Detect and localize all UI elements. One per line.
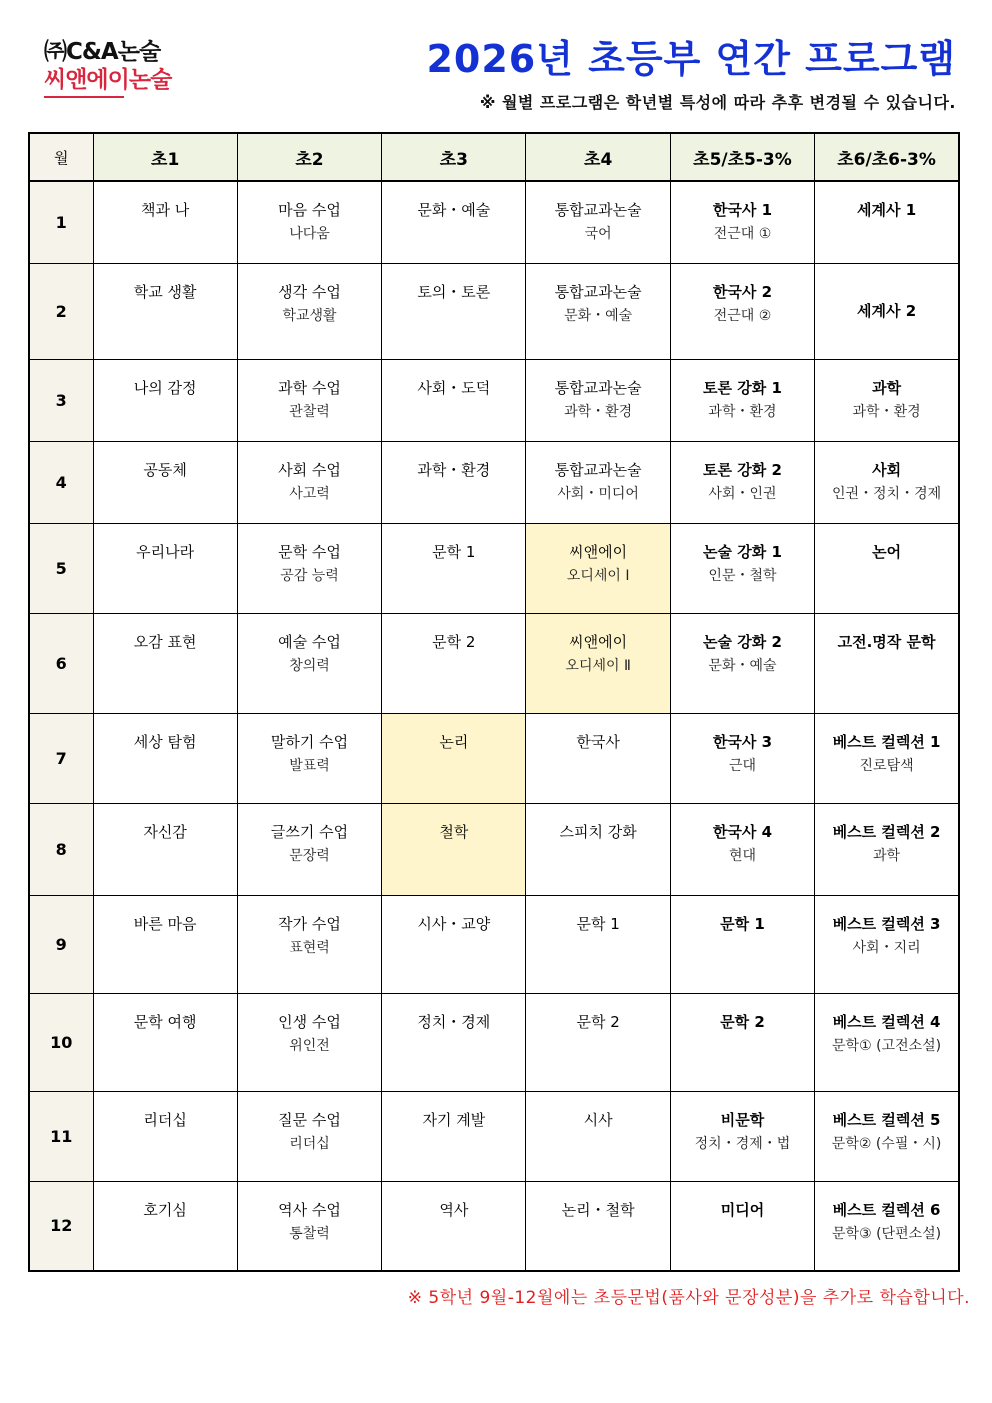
program-cell bbox=[382, 803, 526, 895]
program-subtitle: 통찰력 bbox=[289, 1225, 330, 1242]
program-title: 호기심 bbox=[143, 1200, 187, 1219]
program-title: 문학 1 bbox=[576, 914, 620, 933]
schedule-change-note: ※ 월별 프로그램은 학년별 특성에 따라 추후 변경될 수 있습니다. bbox=[479, 93, 956, 112]
program-subtitle: 과학・환경 bbox=[708, 403, 777, 420]
program-title: 한국사 1 bbox=[712, 201, 773, 219]
program-title: 자신감 bbox=[143, 822, 187, 841]
program-cell bbox=[670, 263, 814, 359]
program-title: 문학 1 bbox=[720, 914, 765, 933]
program-subtitle: 과학 bbox=[873, 847, 901, 864]
table-row bbox=[29, 359, 959, 441]
annual-program-table bbox=[28, 132, 960, 1272]
program-title: 우리나라 bbox=[136, 542, 195, 561]
program-title: 학교 생활 bbox=[133, 282, 197, 301]
program-subtitle: 관찰력 bbox=[289, 403, 330, 420]
program-cell bbox=[815, 263, 959, 359]
program-cell bbox=[526, 993, 670, 1091]
program-cell bbox=[237, 993, 381, 1091]
program-cell bbox=[382, 993, 526, 1091]
header-row bbox=[29, 133, 959, 181]
program-subtitle: 인권・정치・경제 bbox=[831, 485, 942, 502]
program-cell bbox=[382, 263, 526, 359]
program-cell bbox=[670, 359, 814, 441]
grammar-note: ※ 5학년 9월-12월에는 초등문법(품사와 문장성분)을 추가로 학습합니다. bbox=[407, 1288, 970, 1308]
program-cell bbox=[526, 713, 670, 803]
program-title: 세상 탐험 bbox=[133, 732, 197, 751]
program-cell bbox=[93, 1091, 237, 1181]
program-cell bbox=[382, 181, 526, 263]
program-cell bbox=[670, 803, 814, 895]
header-month: 월 bbox=[29, 133, 93, 181]
program-title: 과학 수업 bbox=[278, 378, 341, 397]
program-cell bbox=[526, 1181, 670, 1271]
program-cell bbox=[526, 613, 670, 713]
program-title: 문화・예술 bbox=[417, 201, 491, 219]
program-cell bbox=[815, 613, 959, 713]
program-title: 베스트 컬렉션 1 bbox=[832, 732, 941, 751]
program-cell bbox=[237, 1091, 381, 1181]
program-cell bbox=[93, 993, 237, 1091]
program-title: 문학 2 bbox=[720, 1012, 765, 1031]
program-subtitle: 현대 bbox=[728, 847, 756, 864]
program-subtitle: 정치・경제・법 bbox=[694, 1135, 791, 1152]
program-cell bbox=[237, 263, 381, 359]
program-subtitle: 사회・지리 bbox=[852, 939, 921, 956]
program-subtitle: 위인전 bbox=[289, 1037, 330, 1054]
month-cell: 12 bbox=[29, 1181, 93, 1271]
program-title: 토의・토론 bbox=[417, 282, 491, 301]
program-title: 토론 강화 2 bbox=[703, 460, 782, 479]
program-subtitle: 문학③ (단편소설) bbox=[832, 1225, 942, 1242]
program-title: 과학 bbox=[872, 378, 902, 397]
header-grade-4: 초4 bbox=[526, 133, 670, 181]
program-title: 세계사 1 bbox=[857, 201, 917, 219]
program-cell bbox=[382, 359, 526, 441]
company-logo bbox=[44, 38, 184, 98]
program-title: 논리・철학 bbox=[561, 1200, 635, 1219]
program-subtitle: 사회・인권 bbox=[708, 485, 777, 502]
program-title: 작가 수업 bbox=[278, 914, 341, 933]
program-cell bbox=[670, 441, 814, 523]
program-cell bbox=[93, 613, 237, 713]
program-cell bbox=[815, 523, 959, 613]
program-subtitle: 근대 bbox=[728, 757, 756, 774]
header-grade-6: 초6/초6-3% bbox=[815, 133, 959, 181]
program-cell bbox=[815, 895, 959, 993]
table-row bbox=[29, 895, 959, 993]
month-cell: 9 bbox=[29, 895, 93, 993]
program-cell bbox=[815, 441, 959, 523]
program-cell bbox=[526, 359, 670, 441]
program-subtitle: 문장력 bbox=[289, 847, 330, 864]
program-cell bbox=[382, 895, 526, 993]
header-grade-2: 초2 bbox=[237, 133, 381, 181]
program-cell bbox=[815, 993, 959, 1091]
program-subtitle: 문화・예술 bbox=[564, 307, 633, 324]
program-cell bbox=[670, 523, 814, 613]
table-row bbox=[29, 263, 959, 359]
program-title: 베스트 컬렉션 4 bbox=[832, 1012, 941, 1031]
program-subtitle: 과학・환경 bbox=[852, 403, 921, 420]
program-title: 논술 강화 2 bbox=[703, 632, 782, 651]
program-title: 씨앤에이 bbox=[569, 632, 628, 651]
program-cell bbox=[670, 1181, 814, 1271]
program-subtitle: 인문・철학 bbox=[708, 567, 777, 584]
program-cell bbox=[670, 613, 814, 713]
program-title: 시사 bbox=[583, 1110, 613, 1129]
program-subtitle: 문학② (수필・시) bbox=[831, 1135, 942, 1152]
program-subtitle: 국어 bbox=[584, 226, 612, 242]
program-title: 논술 강화 1 bbox=[703, 542, 782, 561]
program-title: 논어 bbox=[872, 542, 902, 561]
table-row bbox=[29, 1181, 959, 1271]
program-cell bbox=[382, 613, 526, 713]
header-grade-1: 초1 bbox=[93, 133, 237, 181]
program-title: 베스트 컬렉션 5 bbox=[832, 1110, 941, 1129]
program-cell bbox=[237, 613, 381, 713]
month-cell: 1 bbox=[29, 181, 93, 263]
program-title: 토론 강화 1 bbox=[703, 378, 782, 397]
program-cell bbox=[526, 441, 670, 523]
program-cell bbox=[815, 713, 959, 803]
program-title: 인생 수업 bbox=[278, 1012, 341, 1031]
month-cell: 4 bbox=[29, 441, 93, 523]
program-subtitle: 오디세이 Ⅱ bbox=[565, 657, 631, 674]
program-cell bbox=[815, 1181, 959, 1271]
program-cell bbox=[815, 803, 959, 895]
program-cell bbox=[237, 713, 381, 803]
program-cell bbox=[382, 523, 526, 613]
program-subtitle: 오디세이 Ⅰ bbox=[566, 567, 630, 584]
program-title: 말하기 수업 bbox=[270, 732, 349, 751]
program-title: 씨앤에이 bbox=[569, 542, 628, 561]
month-cell: 8 bbox=[29, 803, 93, 895]
program-cell bbox=[382, 1181, 526, 1271]
program-cell bbox=[237, 181, 381, 263]
program-title: 문학 2 bbox=[576, 1012, 620, 1031]
program-title: 오감 표현 bbox=[133, 632, 197, 651]
table-row bbox=[29, 1091, 959, 1181]
program-cell bbox=[93, 1181, 237, 1271]
program-title: 철학 bbox=[439, 822, 469, 841]
program-title: 비문학 bbox=[720, 1110, 765, 1129]
program-cell bbox=[93, 523, 237, 613]
program-cell bbox=[237, 1181, 381, 1271]
program-title: 한국사 3 bbox=[712, 732, 773, 751]
program-subtitle: 문화・예술 bbox=[708, 657, 777, 674]
program-cell bbox=[93, 895, 237, 993]
table-row bbox=[29, 713, 959, 803]
program-cell bbox=[526, 263, 670, 359]
program-subtitle: 공감 능력 bbox=[280, 567, 339, 584]
program-title: 통합교과논술 bbox=[554, 201, 642, 219]
program-cell bbox=[670, 1091, 814, 1181]
program-subtitle: 사회・미디어 bbox=[557, 485, 639, 502]
program-subtitle: 표현력 bbox=[289, 939, 330, 956]
month-cell: 7 bbox=[29, 713, 93, 803]
program-title: 베스트 컬렉션 2 bbox=[832, 822, 941, 841]
program-cell bbox=[237, 523, 381, 613]
program-title: 자기 계발 bbox=[422, 1110, 486, 1129]
program-cell bbox=[237, 895, 381, 993]
program-title: 한국사 4 bbox=[712, 822, 773, 841]
program-title: 스피치 강화 bbox=[559, 822, 637, 841]
program-title: 미디어 bbox=[720, 1200, 765, 1219]
program-cell bbox=[93, 359, 237, 441]
program-subtitle: 창의력 bbox=[289, 657, 330, 674]
program-cell bbox=[526, 1091, 670, 1181]
program-cell bbox=[670, 993, 814, 1091]
program-subtitle: 사고력 bbox=[289, 485, 330, 502]
program-cell bbox=[815, 1091, 959, 1181]
program-cell bbox=[93, 441, 237, 523]
program-title: 논리 bbox=[439, 732, 469, 751]
month-cell: 2 bbox=[29, 263, 93, 359]
program-cell bbox=[382, 713, 526, 803]
program-title: 통합교과논술 bbox=[554, 282, 642, 301]
program-title: 리더십 bbox=[143, 1110, 187, 1129]
program-cell bbox=[237, 441, 381, 523]
program-title: 마음 수업 bbox=[278, 201, 341, 219]
header-grade-3: 초3 bbox=[382, 133, 526, 181]
program-title: 역사 bbox=[439, 1200, 469, 1219]
program-subtitle: 리더십 bbox=[289, 1135, 330, 1152]
program-cell bbox=[526, 523, 670, 613]
program-cell bbox=[237, 359, 381, 441]
logo-company-name: ㈜C&A논술 bbox=[44, 39, 161, 65]
program-title: 역사 수업 bbox=[278, 1200, 341, 1219]
program-title: 사회 bbox=[872, 460, 902, 479]
program-subtitle: 전근대 ① bbox=[713, 226, 772, 242]
program-cell bbox=[670, 181, 814, 263]
program-title: 공동체 bbox=[143, 460, 187, 479]
program-title: 질문 수업 bbox=[278, 1110, 341, 1129]
program-title: 통합교과논술 bbox=[554, 460, 642, 479]
program-title: 문학 수업 bbox=[278, 542, 341, 561]
program-subtitle: 발표력 bbox=[289, 757, 330, 774]
table-row bbox=[29, 613, 959, 713]
program-title: 나의 감정 bbox=[133, 378, 197, 397]
program-subtitle: 진로탐색 bbox=[859, 757, 914, 774]
program-title: 책과 나 bbox=[141, 201, 190, 219]
program-title: 문학 2 bbox=[432, 632, 476, 651]
program-cell bbox=[93, 713, 237, 803]
program-title: 정치・경제 bbox=[417, 1012, 491, 1031]
program-title: 사회 수업 bbox=[278, 460, 341, 479]
program-cell bbox=[237, 803, 381, 895]
month-cell: 10 bbox=[29, 993, 93, 1091]
table-row bbox=[29, 181, 959, 263]
program-cell bbox=[382, 1091, 526, 1181]
program-title: 세계사 2 bbox=[857, 301, 917, 320]
program-title: 예술 수업 bbox=[278, 632, 341, 651]
program-title: 생각 수업 bbox=[278, 282, 341, 301]
program-cell bbox=[526, 181, 670, 263]
program-cell bbox=[93, 263, 237, 359]
program-title: 글쓰기 수업 bbox=[270, 822, 349, 841]
header-grade-5: 초5/초5-3% bbox=[670, 133, 814, 181]
program-cell bbox=[670, 895, 814, 993]
program-cell bbox=[526, 895, 670, 993]
program-title: 고전.명작 문학 bbox=[837, 632, 936, 651]
program-title: 바른 마음 bbox=[133, 914, 197, 933]
program-subtitle: 문학① (고전소설) bbox=[832, 1037, 942, 1054]
program-title: 한국사 bbox=[576, 732, 620, 751]
program-subtitle: 나다움 bbox=[289, 226, 330, 242]
table-row bbox=[29, 993, 959, 1091]
program-title: 과학・환경 bbox=[417, 460, 491, 479]
program-subtitle: 전근대 ② bbox=[713, 307, 772, 324]
program-subtitle: 학교생활 bbox=[282, 307, 337, 324]
program-cell bbox=[93, 803, 237, 895]
program-cell bbox=[815, 359, 959, 441]
program-cell bbox=[382, 441, 526, 523]
table-row bbox=[29, 803, 959, 895]
table-row bbox=[29, 523, 959, 613]
program-title: 시사・교양 bbox=[417, 914, 491, 933]
month-cell: 11 bbox=[29, 1091, 93, 1181]
program-title: 베스트 컬렉션 6 bbox=[832, 1200, 941, 1219]
program-subtitle: 과학・환경 bbox=[564, 403, 633, 420]
table-row bbox=[29, 441, 959, 523]
program-cell bbox=[526, 803, 670, 895]
program-cell bbox=[93, 181, 237, 263]
program-cell bbox=[670, 713, 814, 803]
program-title: 통합교과논술 bbox=[554, 378, 642, 397]
month-cell: 5 bbox=[29, 523, 93, 613]
logo-brand-name: 씨앤에이논술 bbox=[44, 67, 172, 93]
page-title: 2026년 초등부 연간 프로그램 bbox=[426, 37, 956, 81]
program-title: 문학 1 bbox=[432, 542, 476, 561]
program-title: 사회・도덕 bbox=[417, 378, 491, 397]
program-title: 베스트 컬렉션 3 bbox=[832, 914, 941, 933]
month-cell: 6 bbox=[29, 613, 93, 713]
month-cell: 3 bbox=[29, 359, 93, 441]
program-title: 문학 여행 bbox=[133, 1012, 197, 1031]
program-title: 한국사 2 bbox=[712, 282, 773, 301]
program-cell bbox=[815, 181, 959, 263]
logo-underline bbox=[44, 96, 124, 98]
